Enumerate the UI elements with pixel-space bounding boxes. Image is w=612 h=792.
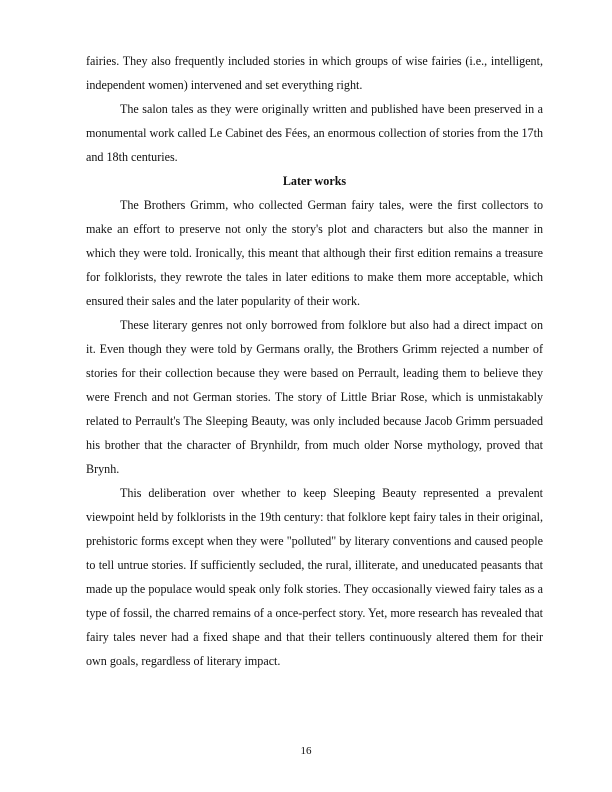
paragraph-brothers-grimm: The Brothers Grimm, who collected German fairy tales, were the first collectors to make an effort to preserve not only the story's plot and characters but also the manner in which they were told. Ironically, this meant that although their first edition remains a treasure for folklorists, they rewrote the tales in later editions to make them more acceptable, which ensured their sales and the later popularity of their work. <box>86 198 543 308</box>
paragraph-continued: fairies. They also frequently included stories in which groups of wise fairies (i.e., intelligent, independent women) intervened and set everything right. <box>86 54 543 92</box>
document-page <box>86 49 543 673</box>
paragraph-salon-tales: The salon tales as they were originally written and published have been preserved in a monumental work called Le Cabinet des Fées, an enormous collection of stories from the 17th and 18th centuries. <box>86 102 543 164</box>
paragraph-literary-genres: These literary genres not only borrowed from folklore but also had a direct impact on it. Even though they were told by Germans orally, the Brothers Grimm rejected a number of stories for their collection because they were based on Perrault, leading them to believe they were French and not German stories. The story of Little Briar Rose, which is unmistakably related to Perrault's The Sleeping Beauty, was only included because Jacob Grimm persuaded his brother that the character of Brynhildr, from much older Norse mythology, proved that Brynh. <box>86 318 543 476</box>
paragraph-deliberation: This deliberation over whether to keep Sleeping Beauty represented a prevalent viewpoint held by folklorists in the 19th century: that folklore kept fairy tales in their original, prehistoric forms except when they were "polluted" by literary conventions and caused people to tell untrue stories. If sufficiently secluded, the rural, illiterate, and uneducated peasants that made up the populace would speak only folk stories. They occasionally viewed fairy tales as a type of fossil, the charred remains of a once-perfect story. Yet, more research has revealed that fairy tales never had a fixed shape and that their tellers continuously altered them for their own goals, regardless of literary impact. <box>86 486 543 668</box>
section-heading: Later works <box>282 174 347 188</box>
page-number: 16 <box>300 745 312 757</box>
